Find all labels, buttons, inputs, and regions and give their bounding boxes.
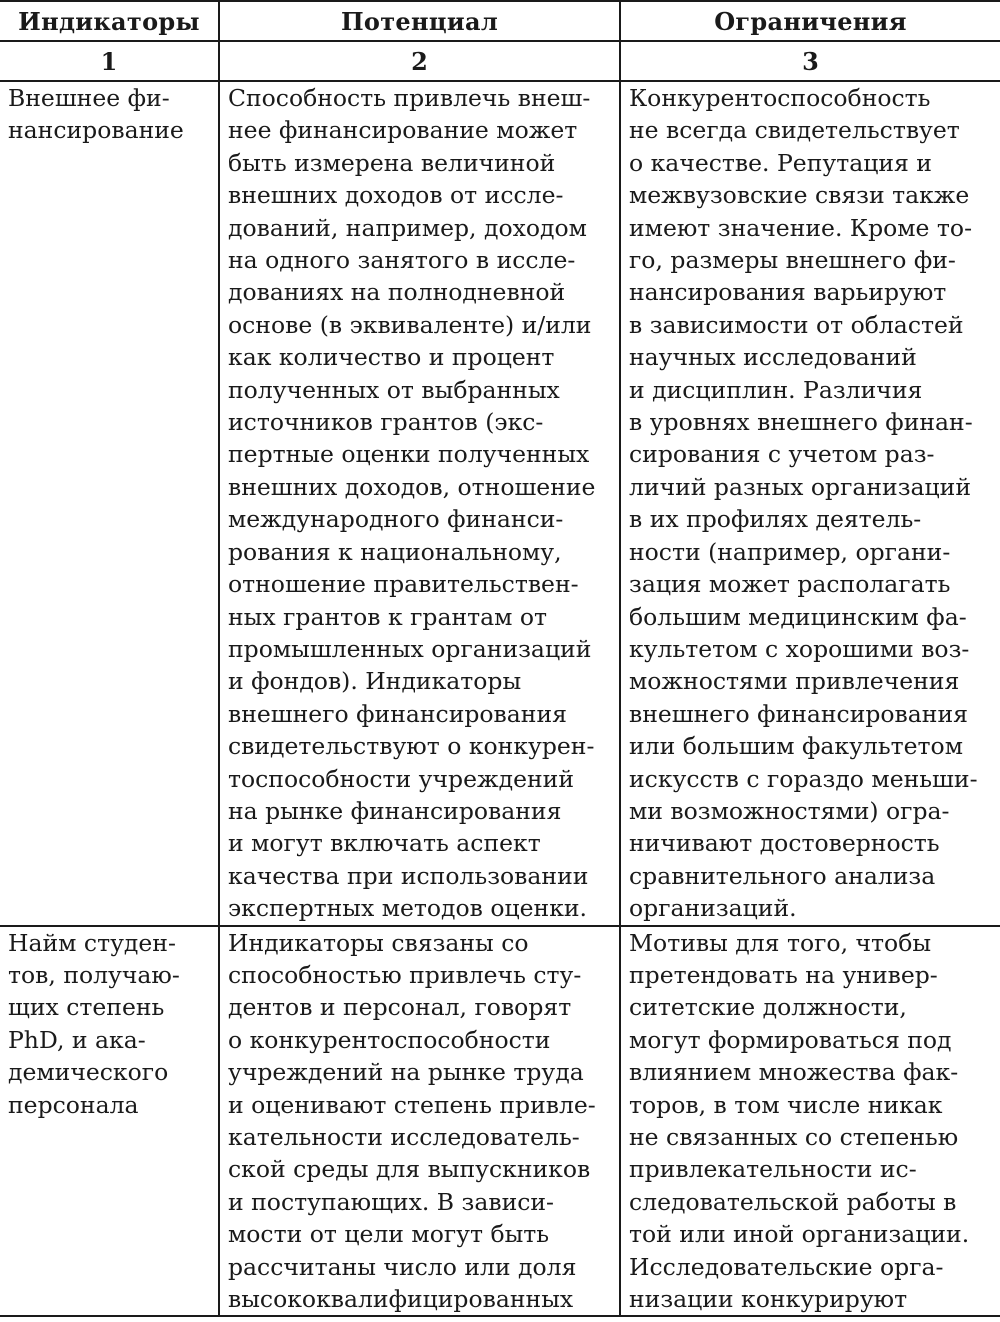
text-line: межвузовские связи также [629, 181, 970, 210]
text-line: дованиях на полнодневной [228, 278, 566, 307]
text-line: о качестве. Репутация и [629, 148, 932, 177]
text-line: высококвалифицированных [228, 1285, 574, 1314]
text-line: личий разных организаций [629, 472, 971, 501]
text-line: рассчитаны число или доля [228, 1252, 577, 1281]
text-line: имеют значение. Кроме то- [629, 213, 973, 242]
potential-cell [219, 81, 620, 926]
text-line: щих степень [8, 993, 165, 1022]
text-line: внешних доходов от иссле- [228, 181, 564, 210]
text-line: как количество и процент [228, 343, 555, 372]
text-line: демического [8, 1058, 169, 1087]
column-number-3: 3 [620, 41, 1000, 81]
text-line: внешнего финансирования [629, 699, 968, 728]
text-line: способностью привлечь сту- [228, 960, 582, 989]
text-line: Найм студен- [8, 928, 176, 957]
text-line: Способность привлечь внеш- [228, 84, 591, 112]
text-line: можностями привлечения [629, 667, 960, 696]
text-line: и поступающих. В зависи- [228, 1187, 554, 1216]
text-line: ситетские должности, [629, 993, 907, 1022]
text-line: пертные оценки полученных [228, 440, 590, 469]
text-line: искусств с гораздо меньши- [629, 764, 978, 793]
header-limitations: Ограничения [620, 1, 1000, 41]
text-line: организаций. [629, 894, 797, 923]
column-number-row [0, 41, 1000, 81]
column-number-2: 2 [219, 41, 620, 81]
text-line: рования к национальному, [228, 537, 562, 566]
limitations-cell [620, 926, 1000, 1317]
text-line: дентов и персонал, говорят [228, 993, 572, 1022]
table-row [0, 81, 1000, 926]
text-line: экспертных методов оценки. [228, 894, 588, 923]
table-row [0, 926, 1000, 1317]
text-line: той или иной организации. [629, 1220, 970, 1249]
text-line: ных грантов к грантам от [228, 602, 548, 631]
text-line: не всегда свидетельствует [629, 116, 960, 145]
header-row [0, 1, 1000, 41]
text-line: быть измерена величиной [228, 148, 556, 177]
text-line: Мотивы для того, чтобы [629, 928, 932, 957]
text-line: Индикаторы связаны со [228, 928, 529, 957]
text-line: привлекательности ис- [629, 1155, 917, 1184]
header-potential: Потенциал [219, 1, 620, 41]
text-line: торов, в том числе никак [629, 1090, 943, 1119]
text-line: на рынке финансирования [228, 796, 562, 825]
text-line: отношение правительствен- [228, 570, 579, 599]
text-line: в уровнях внешнего финан- [629, 408, 973, 437]
text-line: и фондов). Индикаторы [228, 667, 522, 696]
text-line: нансирования варьируют [629, 278, 947, 307]
text-line: внешних доходов, отношение [228, 472, 596, 501]
text-line: нее финансирование может [228, 116, 578, 145]
text-line: влиянием множества фак- [629, 1058, 959, 1087]
text-line: ми возможностями) огра- [629, 796, 950, 825]
text-line: могут формироваться под [629, 1025, 952, 1054]
text-line: ничивают достоверность [629, 829, 940, 858]
text-line: тов, получаю- [8, 960, 180, 989]
text-line: следовательской работы в [629, 1187, 957, 1216]
indicator-cell [0, 926, 219, 1317]
limitations-cell [620, 81, 1000, 926]
text-line: внешнего финансирования [228, 699, 567, 728]
text-line: тоспособности учреждений [228, 764, 574, 793]
text-line: Внешнее фи- [8, 84, 170, 112]
text-line: Конкурентоспособность [629, 84, 931, 112]
text-line: дований, например, доходом [228, 213, 587, 242]
text-line: о конкурентоспособности [228, 1025, 551, 1054]
text-line: зация может располагать [629, 570, 951, 599]
text-line: кательности исследователь- [228, 1123, 580, 1151]
text-line: нансирование [8, 116, 184, 145]
text-line: сирования с учетом раз- [629, 440, 935, 469]
text-line: ности (например, органи- [629, 537, 951, 566]
text-line: и дисциплин. Различия [629, 375, 923, 404]
text-line: мости от цели могут быть [228, 1220, 550, 1249]
text-line: источников грантов (экс- [228, 408, 544, 437]
header-indicators: Индикаторы [0, 1, 219, 41]
text-line: низации конкурируют [629, 1285, 908, 1314]
text-line: в зависимости от областей [629, 310, 964, 339]
text-line: на одного занятого в иссле- [228, 246, 576, 275]
text-line: или большим факультетом [629, 732, 963, 761]
text-line: полученных от выбранных [228, 375, 560, 404]
text-line: Исследовательские орга- [629, 1252, 944, 1281]
text-line: свидетельствуют о конкурен- [228, 732, 595, 761]
text-line: большим медицинским фа- [629, 602, 967, 631]
text-line: го, размеры внешнего фи- [629, 246, 956, 275]
text-line: в их профилях деятель- [629, 505, 922, 534]
text-line: персонала [8, 1090, 139, 1119]
column-number-1: 1 [0, 41, 219, 81]
text-line: качества при использовании [228, 861, 589, 890]
text-line: ской среды для выпускников [228, 1155, 591, 1184]
text-line: не связанных со степенью [629, 1123, 959, 1151]
text-line: научных исследований [629, 343, 917, 372]
text-line: основе (в эквиваленте) и/или [228, 310, 592, 339]
text-line: и могут включать аспект [228, 829, 541, 858]
indicator-cell [0, 81, 219, 926]
text-line: сравнительного анализа [629, 861, 936, 890]
text-line: культетом с хорошими воз- [629, 634, 970, 663]
text-line: и оценивают степень привле- [228, 1090, 596, 1119]
potential-cell [219, 926, 620, 1317]
text-line: PhD, и ака- [8, 1025, 146, 1054]
text-line: учреждений на рынке труда [228, 1058, 584, 1087]
text-line: промышленных организаций [228, 634, 592, 663]
text-line: международного финанси- [228, 505, 564, 534]
text-line: претендовать на универ- [629, 960, 938, 989]
